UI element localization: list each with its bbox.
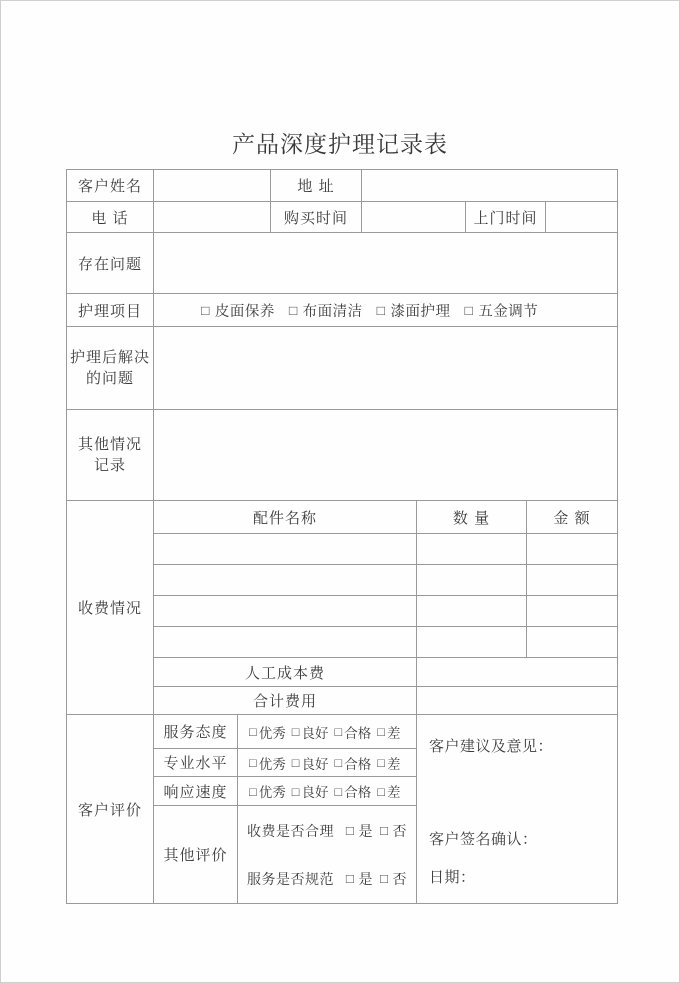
option-label: 良好 [301, 756, 329, 772]
quantity-input-cell[interactable] [417, 627, 527, 657]
labor-cost-input-cell[interactable] [417, 658, 617, 686]
address-label: 地 址 [271, 170, 362, 201]
charges-grid [154, 501, 617, 714]
professional-level-label: 专业水平 [154, 749, 238, 776]
visit-time-input-cell[interactable] [546, 202, 617, 232]
option-label: 合格 [344, 756, 372, 772]
checkbox-option [249, 781, 286, 801]
evaluation-section-label: 客户评价 [67, 715, 154, 903]
part-name-input-cell[interactable] [154, 627, 417, 657]
checkbox-icon[interactable]: □ [291, 783, 300, 799]
service-attitude-label: 服务态度 [154, 715, 238, 748]
purchase-time-input-cell[interactable] [362, 202, 466, 232]
checkbox-icon[interactable]: □ [249, 724, 257, 739]
checkbox-icon[interactable]: □ [291, 724, 300, 739]
suggestion-signature-cell [417, 715, 617, 903]
professional-level-options [238, 749, 416, 776]
option-label: 良好 [301, 725, 329, 741]
row-solved-problems [67, 327, 617, 410]
charges-section-label: 收费情况 [67, 501, 154, 714]
date-label: 日期： [429, 869, 476, 886]
row-phone-times [67, 202, 617, 233]
checkbox-option [380, 869, 407, 889]
checkbox-icon[interactable]: □ [334, 783, 343, 799]
care-items-label: 护理项目 [67, 294, 154, 326]
part-name-input-cell[interactable] [154, 534, 417, 564]
amount-input-cell[interactable] [527, 534, 617, 564]
customer-name-label: 客户姓名 [67, 170, 154, 201]
checkbox-option [380, 821, 407, 841]
checkbox-icon[interactable]: □ [379, 823, 389, 838]
visit-time-label: 上门时间 [466, 202, 546, 232]
other-notes-input-cell[interactable] [154, 410, 617, 500]
row-other-notes [67, 410, 617, 501]
service-standard-line [247, 869, 407, 889]
checkbox-icon[interactable]: □ [464, 302, 474, 318]
response-speed-options [238, 777, 416, 805]
amount-column-header: 金 额 [553, 509, 591, 527]
amount-input-cell[interactable] [527, 627, 617, 657]
customer-suggestion-label: 客户建议及意见： [429, 738, 554, 755]
checkbox-icon[interactable]: □ [249, 783, 257, 799]
existing-problems-label: 存在问题 [67, 233, 154, 293]
option-label: 否 [392, 822, 407, 839]
checkbox-icon[interactable]: □ [377, 724, 385, 739]
checkbox-option [335, 753, 372, 773]
evaluation-row-response [154, 777, 416, 806]
checkbox-option [289, 300, 363, 321]
service-attitude-options [238, 715, 416, 748]
part-name-input-cell[interactable] [154, 565, 417, 595]
checkbox-icon[interactable]: □ [201, 302, 210, 318]
checkbox-option [201, 300, 275, 321]
charges-header-row [154, 501, 617, 534]
total-cost-label: 合计费用 [154, 687, 417, 714]
checkbox-icon[interactable]: □ [376, 302, 386, 318]
checkbox-option [346, 821, 373, 841]
care-record-table [66, 169, 618, 904]
evaluation-row-service [154, 715, 416, 749]
option-label: 漆面护理 [390, 303, 451, 320]
service-standard-options [346, 869, 407, 889]
quantity-input-cell[interactable] [417, 534, 527, 564]
option-label: 优秀 [258, 785, 286, 800]
option-label: 差 [387, 725, 401, 741]
amount-input-cell[interactable] [527, 565, 617, 595]
checkbox-icon[interactable]: □ [334, 755, 343, 770]
checkbox-option [377, 781, 400, 801]
quantity-input-cell[interactable] [417, 596, 527, 626]
checkbox-icon[interactable]: □ [334, 724, 343, 739]
checkbox-option [464, 300, 538, 321]
solved-problems-label: 护理后解决 的问题 [67, 327, 154, 409]
total-cost-input-cell[interactable] [417, 687, 617, 714]
accessory-row [154, 565, 617, 596]
checkbox-option [377, 722, 400, 742]
checkbox-icon[interactable]: □ [291, 755, 300, 770]
evaluation-row-professional [154, 749, 416, 777]
amount-input-cell[interactable] [527, 596, 617, 626]
customer-name-input-cell[interactable] [154, 170, 271, 201]
checkbox-option [335, 722, 372, 742]
option-label: 合格 [344, 785, 372, 800]
existing-problems-input-cell[interactable] [154, 233, 617, 293]
option-label: 否 [392, 870, 407, 887]
fee-reasonable-line [247, 821, 407, 841]
other-evaluation-label: 其他评价 [154, 806, 238, 903]
checkbox-icon[interactable]: □ [379, 871, 389, 886]
service-standard-label: 服务是否规范 [247, 870, 334, 887]
fee-reasonable-options [346, 821, 407, 841]
option-label: 合格 [344, 725, 372, 741]
response-speed-label: 响应速度 [154, 777, 238, 805]
evaluation-grid [154, 715, 417, 903]
other-evaluation-options-cell [238, 806, 416, 903]
option-label: 优秀 [258, 725, 286, 741]
labor-cost-label: 人工成本费 [154, 658, 417, 686]
other-notes-label: 其他情况 记录 [67, 410, 154, 500]
checkbox-option [292, 722, 329, 742]
checkbox-option [377, 300, 451, 321]
checkbox-option [249, 753, 286, 773]
option-label: 优秀 [258, 756, 286, 772]
phone-label: 电 话 [67, 202, 154, 232]
customer-signature-label: 客户签名确认： [429, 831, 538, 848]
fee-reasonable-label: 收费是否合理 [247, 822, 334, 839]
purchase-time-label: 购买时间 [271, 202, 362, 232]
charges-section [67, 501, 617, 715]
care-options-cell [154, 294, 617, 326]
total-cost-row [154, 687, 617, 714]
checkbox-icon[interactable]: □ [377, 755, 385, 770]
checkbox-option [292, 781, 329, 801]
part-name-input-cell[interactable] [154, 596, 417, 626]
checkbox-option [292, 753, 329, 773]
accessory-row [154, 627, 617, 658]
quantity-column-header: 数 量 [417, 501, 527, 533]
checkbox-icon[interactable]: □ [377, 783, 385, 799]
checkbox-icon[interactable]: □ [288, 302, 298, 318]
evaluation-row-other [154, 806, 416, 903]
checkbox-icon[interactable]: □ [345, 823, 355, 838]
option-label: 差 [387, 785, 401, 800]
checkbox-option [249, 722, 286, 742]
option-label: 五金调节 [478, 303, 539, 320]
phone-input-cell[interactable] [154, 202, 271, 232]
checkbox-option [377, 753, 400, 773]
accessory-rows [154, 534, 617, 658]
checkbox-icon[interactable]: □ [249, 755, 257, 770]
row-existing-problems [67, 233, 617, 294]
row-care-items [67, 294, 617, 327]
checkbox-option [346, 869, 373, 889]
option-label: 皮面保养 [214, 303, 275, 320]
checkbox-icon[interactable]: □ [345, 871, 355, 886]
evaluation-section [67, 715, 617, 903]
accessory-row [154, 534, 617, 565]
row-customer-address [67, 170, 617, 202]
labor-cost-row [154, 658, 617, 687]
form-title: 产品深度护理记录表 [232, 131, 448, 157]
option-label: 良好 [301, 785, 329, 800]
option-label: 差 [387, 756, 401, 772]
address-input-cell[interactable] [362, 170, 617, 201]
option-label: 是 [358, 822, 373, 839]
part-name-column-header: 配件名称 [154, 501, 417, 533]
option-label: 布面清洁 [302, 303, 363, 320]
checkbox-option [335, 781, 372, 801]
option-label: 是 [358, 870, 373, 887]
quantity-input-cell[interactable] [417, 565, 527, 595]
accessory-row [154, 596, 617, 627]
solved-problems-input-cell[interactable] [154, 327, 617, 409]
